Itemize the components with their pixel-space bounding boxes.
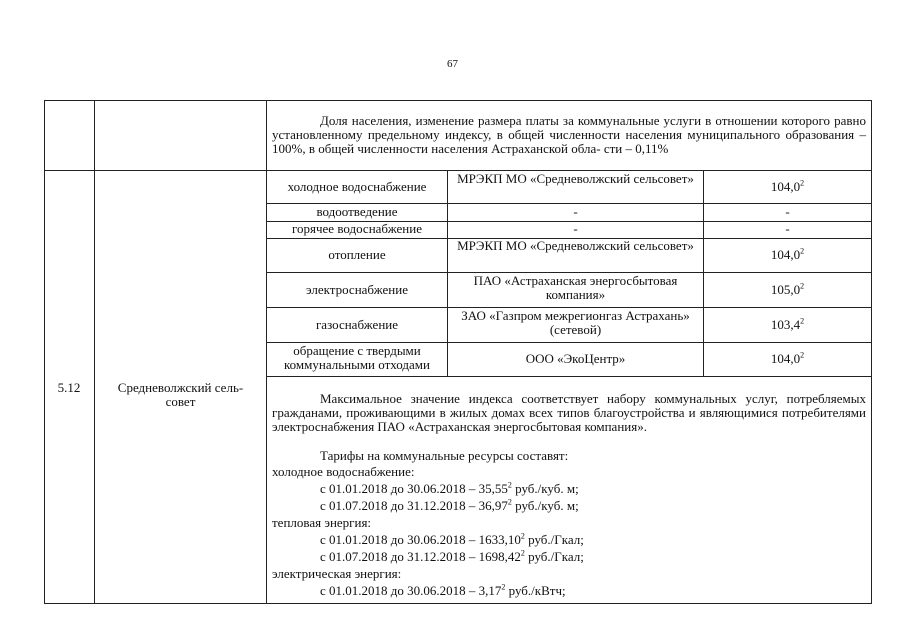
footnote-mark: 2 [507, 480, 512, 490]
column-divider [266, 100, 267, 604]
tariff-unit: руб./Гкал; [524, 532, 584, 547]
table-border-left [44, 100, 45, 604]
tariff-period: с 01.01.2018 до 30.06.2018 – 3,17 [320, 583, 502, 598]
index-value [704, 352, 871, 366]
tariff-period: с 01.01.2018 до 30.06.2018 – 1633,10 [320, 532, 521, 547]
index-number: 104,0 [770, 351, 801, 366]
table-border-right [871, 100, 872, 604]
service-name: холодное водоснабжение [287, 179, 427, 194]
index-number: 103,4 [770, 317, 801, 332]
provider-name: ПАО «Астраханская энергосбытовая компания» [473, 273, 678, 302]
settlement-name-line: совет [165, 394, 196, 409]
tariff-group-label: электрическая энергия: [272, 566, 402, 581]
service-name: водоотведение [316, 204, 398, 219]
footnote-mark: 2 [800, 281, 805, 291]
index-value [704, 180, 871, 194]
provider-name: - [573, 221, 578, 236]
index-value: - [785, 204, 790, 219]
provider-name: ЗАО «Газпром межрегионгаз Астрахань» (сетевой) [461, 308, 690, 337]
tariff-line [320, 533, 584, 547]
service-name: отопление [328, 247, 386, 262]
tariff-line [320, 482, 579, 496]
tariff-unit: руб./куб. м; [511, 481, 579, 496]
page-number: 67 [447, 58, 458, 70]
provider-name: ООО «ЭкоЦентр» [525, 351, 626, 366]
tariff-line [320, 499, 579, 513]
footnote-mark: 2 [520, 531, 525, 541]
index-value [704, 283, 871, 297]
service-name: электроснабжение [306, 282, 408, 297]
tariff-period: с 01.07.2018 до 31.12.2018 – 1698,42 [320, 549, 521, 564]
row-number: 5.12 [57, 380, 81, 395]
tariffs-heading: Тарифы на коммунальные ресурсы составят: [320, 448, 569, 463]
tariff-unit: руб./куб. м; [511, 498, 579, 513]
tariff-unit: руб./кВтч; [505, 583, 566, 598]
settlement-name-line: Средневолжский сель- [117, 380, 244, 395]
footnote-mark: 2 [800, 178, 805, 188]
tariff-period: с 01.01.2018 до 30.06.2018 – 35,55 [320, 481, 508, 496]
footnote-mark: 2 [520, 548, 525, 558]
index-number: 104,0 [770, 179, 801, 194]
footnote-mark: 2 [800, 350, 805, 360]
tariff-group-label: холодное водоснабжение: [272, 464, 415, 479]
tariff-period: с 01.07.2018 до 31.12.2018 – 36,97 [320, 498, 508, 513]
footnote-mark: 2 [501, 582, 506, 592]
table-border-bottom [44, 603, 872, 604]
index-value: - [785, 221, 790, 236]
settlement-name [95, 381, 266, 409]
footnote-mark: 2 [800, 316, 805, 326]
column-divider [94, 100, 95, 604]
footnote-mark: 2 [507, 497, 512, 507]
index-number: 105,0 [770, 282, 801, 297]
provider-name: МРЭКП МО «Средневолжский сельсовет» [457, 171, 694, 186]
index-number: 104,0 [770, 247, 801, 262]
subtable-divider [447, 170, 448, 376]
document-table [44, 100, 872, 604]
service-name: горячее водоснабжение [292, 221, 422, 236]
tariff-line [320, 584, 566, 598]
subtable-row-line [266, 376, 872, 377]
provider-name: МРЭКП МО «Средневолжский сельсовет» [457, 238, 694, 253]
provider-name: - [573, 204, 578, 219]
explanation-paragraph: Максимальное значение индекса соответствует набору коммунальных услуг, потребляемых гражданами, проживающими в жилых домах всех типов благоустройства и являющимися потребителями электроснабжения ПАО «Астраханская энергосбытовая компания». [272, 391, 866, 434]
tariff-line [320, 550, 584, 564]
index-value [704, 248, 871, 262]
footnote-mark: 2 [800, 246, 805, 256]
subtable-divider [703, 170, 704, 376]
service-name: газоснабжение [315, 317, 399, 332]
index-value [704, 318, 871, 332]
service-name: обращение с твердыми коммунальными отходами [284, 343, 430, 372]
intro-paragraph: Доля населения, изменение размера платы за коммунальные услуги в отношении которого равно установленному предельному индексу, в общей численности населения муниципального образования – 100%, в общей численности населения Астраханской обла- сти – 0,11% [272, 113, 866, 156]
tariff-group-label: тепловая энергия: [272, 515, 372, 530]
tariff-unit: руб./Гкал; [524, 549, 584, 564]
table-border-top [44, 100, 872, 101]
